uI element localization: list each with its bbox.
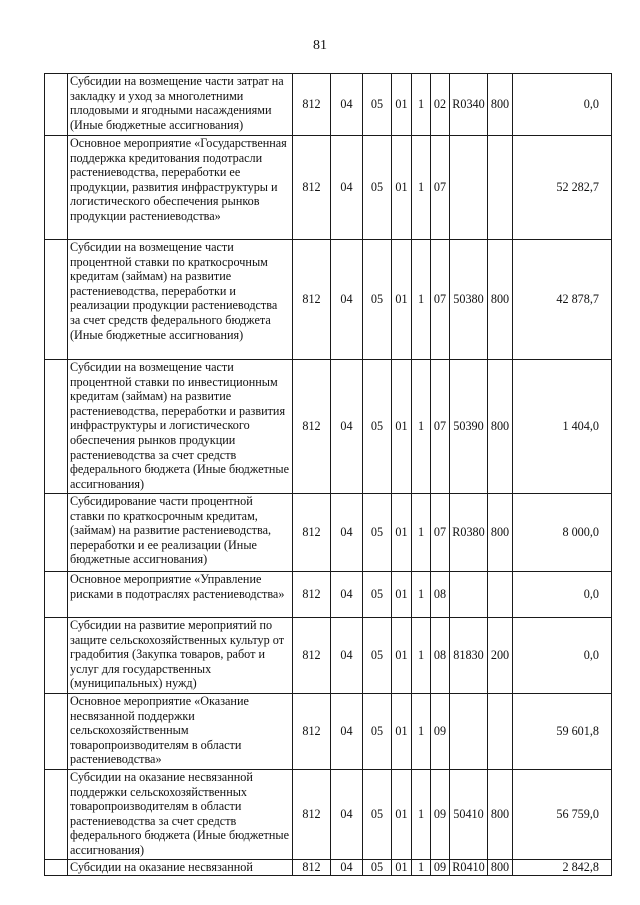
program-code-cell: 01: [392, 694, 412, 770]
subprogram-code-cell: 1: [412, 694, 431, 770]
section-code-cell: 04: [331, 494, 363, 572]
description-cell: Субсидии на возмещение части процентной ставки по инвестиционным кредитам (займам) на развитие растениеводства, переработки и развития инфраструктуры и логистического обеспечения рынков продукции растениеводства за счет средств федерального бюджета (Иные бюджетные ассигнования): [68, 360, 293, 494]
ministry-code-cell: 812: [293, 860, 331, 876]
ministry-code-cell: 812: [293, 136, 331, 240]
description-cell: Основное мероприятие «Управление рисками в подотраслях растениеводства»: [68, 572, 293, 618]
section-code-cell: 04: [331, 136, 363, 240]
amount-cell: 56 759,0: [513, 770, 612, 860]
program-code-cell: 01: [392, 860, 412, 876]
subprogram-code-cell: 1: [412, 360, 431, 494]
activity-code-cell: 07: [431, 360, 450, 494]
activity-code-cell: 08: [431, 618, 450, 694]
amount-cell: 42 878,7: [513, 240, 612, 360]
ministry-code-cell: 812: [293, 74, 331, 136]
expense-type-cell: 800: [488, 770, 513, 860]
subprogram-code-cell: 1: [412, 618, 431, 694]
expense-type-cell: 800: [488, 494, 513, 572]
amount-cell: 59 601,8: [513, 694, 612, 770]
page-number: 81: [313, 38, 327, 53]
section-code-cell: 04: [331, 860, 363, 876]
ministry-code-cell: 812: [293, 572, 331, 618]
target-article-cell: R0410: [450, 860, 488, 876]
description-cell: Субсидии на оказание несвязанной: [68, 860, 293, 876]
row-marker-cell: [45, 74, 68, 136]
target-article-cell: R0380: [450, 494, 488, 572]
target-article-cell: R0340: [450, 74, 488, 136]
ministry-code-cell: 812: [293, 360, 331, 494]
amount-cell: 52 282,7: [513, 136, 612, 240]
subsection-code-cell: 05: [363, 770, 392, 860]
subsection-code-cell: 05: [363, 136, 392, 240]
target-article-cell: [450, 572, 488, 618]
description-cell: Основное мероприятие «Оказание несвязанной поддержки сельскохозяйственным товаропроизводителям в области растениеводства»: [68, 694, 293, 770]
subprogram-code-cell: 1: [412, 74, 431, 136]
description-cell: Субсидии на развитие мероприятий по защите сельскохозяйственных культур от градобития (Закупка товаров, работ и услуг для государственных (муниципальных) нужд): [68, 618, 293, 694]
subsection-code-cell: 05: [363, 360, 392, 494]
amount-cell: 0,0: [513, 572, 612, 618]
section-code-cell: 04: [331, 240, 363, 360]
amount-cell: 0,0: [513, 74, 612, 136]
subsection-code-cell: 05: [363, 572, 392, 618]
expense-type-cell: 800: [488, 240, 513, 360]
expense-type-cell: [488, 572, 513, 618]
program-code-cell: 01: [392, 770, 412, 860]
expense-type-cell: [488, 136, 513, 240]
activity-code-cell: 09: [431, 770, 450, 860]
ministry-code-cell: 812: [293, 694, 331, 770]
program-code-cell: 01: [392, 240, 412, 360]
description-cell: Субсидии на возмещение части процентной ставки по краткосрочным кредитам (займам) на развитие растениеводства, переработки и реализации продукции растениеводства за счет средств федерального бюджета (Иные бюджетные ассигнования): [68, 240, 293, 360]
amount-cell: 1 404,0: [513, 360, 612, 494]
ministry-code-cell: 812: [293, 770, 331, 860]
target-article-cell: 50380: [450, 240, 488, 360]
expense-type-cell: [488, 694, 513, 770]
row-marker-cell: [45, 860, 68, 876]
subsection-code-cell: 05: [363, 494, 392, 572]
description-cell: Субсидии на возмещение части затрат на закладку и уход за многолетними плодовыми и ягодными насаждениями (Иные бюджетные ассигнования): [68, 74, 293, 136]
activity-code-cell: 07: [431, 494, 450, 572]
activity-code-cell: 02: [431, 74, 450, 136]
table-row: [45, 572, 612, 618]
section-code-cell: 04: [331, 572, 363, 618]
program-code-cell: 01: [392, 572, 412, 618]
target-article-cell: 50390: [450, 360, 488, 494]
section-code-cell: 04: [331, 360, 363, 494]
subprogram-code-cell: 1: [412, 240, 431, 360]
ministry-code-cell: 812: [293, 494, 331, 572]
program-code-cell: 01: [392, 74, 412, 136]
subprogram-code-cell: 1: [412, 136, 431, 240]
row-marker-cell: [45, 572, 68, 618]
ministry-code-cell: 812: [293, 240, 331, 360]
expense-type-cell: 800: [488, 360, 513, 494]
subsection-code-cell: 05: [363, 240, 392, 360]
activity-code-cell: 09: [431, 694, 450, 770]
table-row: [45, 494, 612, 572]
budget-table: [44, 73, 612, 876]
section-code-cell: 04: [331, 770, 363, 860]
amount-cell: 8 000,0: [513, 494, 612, 572]
program-code-cell: 01: [392, 360, 412, 494]
row-marker-cell: [45, 136, 68, 240]
target-article-cell: 81830: [450, 618, 488, 694]
activity-code-cell: 08: [431, 572, 450, 618]
expense-type-cell: 200: [488, 618, 513, 694]
program-code-cell: 01: [392, 494, 412, 572]
table-row: [45, 240, 612, 360]
row-marker-cell: [45, 770, 68, 860]
table-row: [45, 770, 612, 860]
subsection-code-cell: 05: [363, 694, 392, 770]
section-code-cell: 04: [331, 694, 363, 770]
subprogram-code-cell: 1: [412, 770, 431, 860]
row-marker-cell: [45, 494, 68, 572]
table-row: [45, 136, 612, 240]
row-marker-cell: [45, 240, 68, 360]
table-row: [45, 360, 612, 494]
activity-code-cell: 07: [431, 240, 450, 360]
subprogram-code-cell: 1: [412, 572, 431, 618]
description-cell: Субсидии на оказание несвязанной поддержки сельскохозяйственных товаропроизводителям в области растениеводства за счет средств федерального бюджета (Иные бюджетные ассигнования): [68, 770, 293, 860]
subprogram-code-cell: 1: [412, 860, 431, 876]
expense-type-cell: 800: [488, 74, 513, 136]
table-row: [45, 618, 612, 694]
table-row: [45, 74, 612, 136]
row-marker-cell: [45, 618, 68, 694]
expense-type-cell: 800: [488, 860, 513, 876]
section-code-cell: 04: [331, 74, 363, 136]
description-cell: Субсидирование части процентной ставки по краткосрочным кредитам, (займам) на развитие растениеводства, переработки и ее реализации (Иные бюджетные ассигнования): [68, 494, 293, 572]
target-article-cell: 50410: [450, 770, 488, 860]
program-code-cell: 01: [392, 618, 412, 694]
program-code-cell: 01: [392, 136, 412, 240]
section-code-cell: 04: [331, 618, 363, 694]
row-marker-cell: [45, 694, 68, 770]
subsection-code-cell: 05: [363, 860, 392, 876]
subsection-code-cell: 05: [363, 74, 392, 136]
description-cell: Основное мероприятие «Государственная поддержка кредитования подотрасли растениеводства, переработки ее продукции, развития инфраструктуры и логистического обеспечения рынков продукции растениеводства»: [68, 136, 293, 240]
target-article-cell: [450, 136, 488, 240]
subsection-code-cell: 05: [363, 618, 392, 694]
ministry-code-cell: 812: [293, 618, 331, 694]
amount-cell: 0,0: [513, 618, 612, 694]
amount-cell: 2 842,8: [513, 860, 612, 876]
activity-code-cell: 09: [431, 860, 450, 876]
target-article-cell: [450, 694, 488, 770]
row-marker-cell: [45, 360, 68, 494]
activity-code-cell: 07: [431, 136, 450, 240]
subprogram-code-cell: 1: [412, 494, 431, 572]
table-row: [45, 860, 612, 876]
table-row: [45, 694, 612, 770]
